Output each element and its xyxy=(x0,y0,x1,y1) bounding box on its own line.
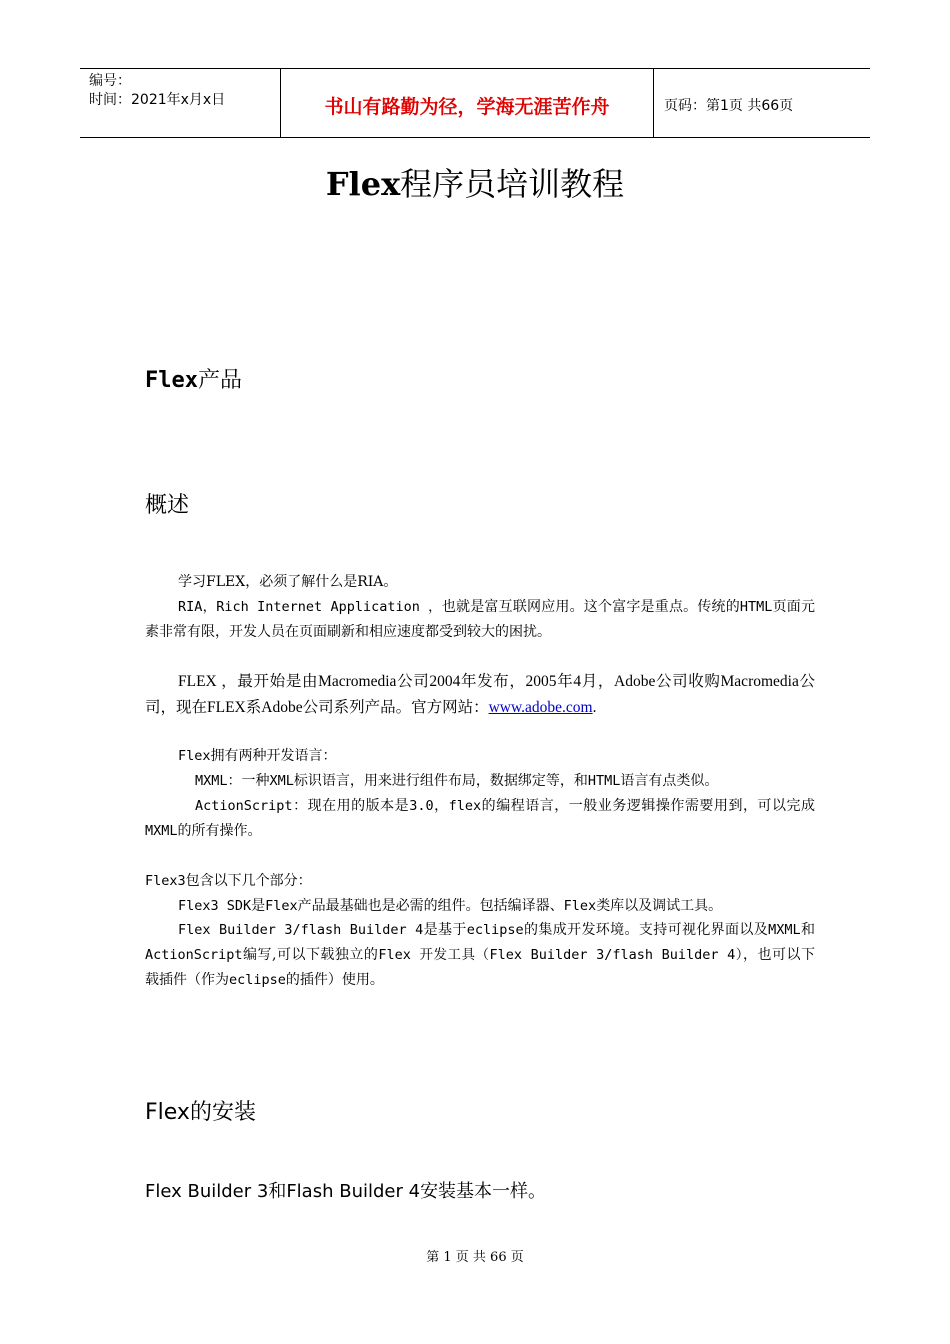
p3-end: . xyxy=(592,699,597,716)
document-title-latin: Flex xyxy=(325,165,401,203)
p7-flex3: Flex3 xyxy=(145,873,186,889)
p2-ria: RIA，Rich Internet Application ， xyxy=(178,599,442,615)
adobe-website-link[interactable]: www.adobe.com xyxy=(488,699,593,716)
p6-flex: flex xyxy=(448,798,482,814)
p2-html: HTML xyxy=(739,599,773,615)
p10-fb3: Flex Builder 3 xyxy=(145,1181,269,1202)
p5-html: HTML xyxy=(587,773,621,789)
p6-ver: 3.0 xyxy=(409,798,434,814)
heading-flex-install xyxy=(145,1098,256,1128)
document-title-cjk: 程序员培训教程 xyxy=(400,165,625,203)
p8-sdk: Flex3 SDK xyxy=(178,898,252,914)
paragraph-7 xyxy=(145,869,815,894)
paragraph-8 xyxy=(145,894,815,919)
heading-flex-product-latin: Flex xyxy=(145,368,198,393)
paragraph-5 xyxy=(145,769,815,794)
paragraph-3 xyxy=(145,669,815,721)
p5-xml: XML xyxy=(269,773,294,789)
p9-t2: 的集成开发环境。支持可视化界面以及 xyxy=(523,922,769,938)
p10-t2: 安装基本一样。 xyxy=(420,1181,547,1202)
heading-overview: 概述 xyxy=(145,493,190,518)
p9-eclipse2: eclipse xyxy=(229,972,286,988)
p9-t4: 编写,可以下载独立的 xyxy=(242,947,379,963)
p5-t2: 标识语言，用来进行组件布局，数据绑定等，和 xyxy=(293,773,588,789)
p9-mxml: MXML xyxy=(768,922,801,938)
p9-as: ActionScript xyxy=(145,947,243,963)
p5-mxml: MXML xyxy=(195,773,228,789)
paragraph-6 xyxy=(145,794,815,844)
header-meta-cell xyxy=(80,69,281,137)
p9-tool: Flex 开发工具（Flex Builder 3/flash Builder 4） xyxy=(378,947,744,963)
p8-t3: 类库以及调试工具。 xyxy=(596,898,723,914)
p6-as: ActionScript xyxy=(195,798,293,814)
header-page-info: 页码：第1页 共66页 xyxy=(664,98,794,114)
heading-flex-product xyxy=(145,366,242,396)
p6-t3: 的编程语言，一般业务逻辑操作需要用到，可以完成 xyxy=(481,798,816,814)
header-number-label: 编号： xyxy=(89,73,131,89)
paragraph-2 xyxy=(145,595,815,645)
p4-flex: Flex xyxy=(178,748,211,764)
p6-mxml: MXML xyxy=(145,823,178,839)
paragraph-9 xyxy=(145,918,815,993)
p10-t1: 和 xyxy=(268,1181,287,1202)
heading-flex-install-cjk: 的安装 xyxy=(189,1100,256,1125)
header-motto: 书山有路勤为径，学海无涯苦作舟 xyxy=(281,69,654,137)
p9-fb: Flex Builder 3/flash Builder 4 xyxy=(178,922,424,938)
p9-t3: 和 xyxy=(800,922,816,938)
p3-text: FLEX ，最开始是由Macromedia公司2004年发布，2005年4月，Adobe公司收购Macromedia公司，现在FLEX系Adobe公司系列产品。官方网站： xyxy=(145,673,815,716)
p7-text: 包含以下几个部分： xyxy=(185,873,312,889)
p8-t2: 产品最基础也是必需的组件。包括编译器、 xyxy=(297,898,564,914)
p4-text: 拥有两种开发语言： xyxy=(210,748,337,764)
heading-flex-install-latin: Flex xyxy=(145,1100,190,1125)
p9-t1: 是基于 xyxy=(423,922,467,938)
p9-eclipse: eclipse xyxy=(466,922,524,938)
p2-text-end: 页面元素非常有限，开发人员在页面刷新和相应速度都受到较大的困扰。 xyxy=(145,599,815,640)
p10-fb4: Flash Builder 4 xyxy=(286,1181,421,1202)
p8-flex: Flex xyxy=(265,898,298,914)
p5-t3: 语言有点类似。 xyxy=(620,773,719,789)
p9-t6: 的插件）使用。 xyxy=(285,972,384,988)
p8-t1: 是 xyxy=(251,898,266,914)
p6-t1: ：现在用的版本是 xyxy=(292,798,410,814)
p8-flex2: Flex xyxy=(563,898,597,914)
page-header-table xyxy=(80,68,870,138)
header-time-label: 时间：2021年x月x日 xyxy=(89,92,226,108)
p6-t4: 的所有操作。 xyxy=(177,823,262,839)
paragraph-4 xyxy=(145,744,815,769)
document-title xyxy=(0,162,950,206)
p9-t5: ，也可以下载插件（作为 xyxy=(145,947,815,988)
heading-flex-product-cjk: 产品 xyxy=(197,368,242,393)
p6-t2: ， xyxy=(433,798,449,814)
paragraph-10 xyxy=(145,1178,815,1206)
p2-text: 也就是富互联网应用。这个富字是重点。传统的 xyxy=(441,599,740,615)
paragraph-1: 学习FLEX，必须了解什么是RIA。 xyxy=(178,574,398,590)
p5-t1: ：一种 xyxy=(227,773,270,789)
page-footer: 第 1 页 共 66 页 xyxy=(426,1250,524,1265)
